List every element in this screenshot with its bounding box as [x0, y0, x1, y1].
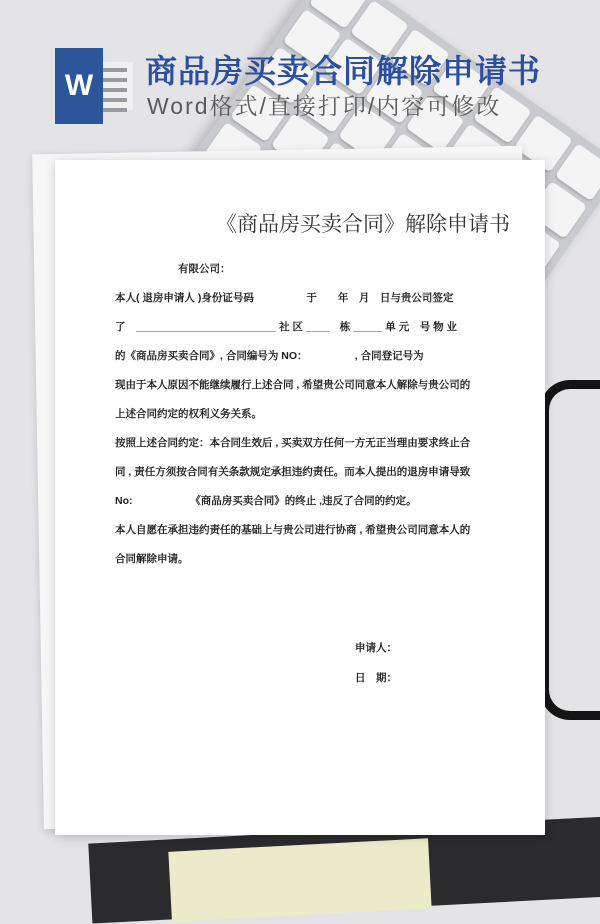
body-line: 本人( 退房申请人 )身份证号码 于 年 月 日与贵公司签定: [115, 292, 454, 304]
body-line: 同 , 责任方须按合同有关条款规定承担违约责任。而本人提出的退房申请导致: [115, 466, 471, 478]
notepad-decoration: [168, 838, 431, 922]
body-line: 现由于本人原因不能继续履行上述合同 , 希望贵公司同意本人解除与贵公司的: [115, 379, 471, 391]
banner-subtitle: Word格式/直接打印/内容可修改: [147, 93, 502, 119]
body-line: 按照上述合同约定：本合同生效后 , 买卖双方任何一方无正当理由要求终止合: [115, 437, 471, 449]
document-page: [55, 160, 545, 835]
body-line: 有限公司：: [115, 263, 231, 275]
body-line: 本人自愿在承担违约责任的基础上与贵公司进行协商 , 希望贵公司同意本人的: [115, 524, 471, 536]
document-title: 《商品房买卖合同》解除申请书: [216, 213, 510, 236]
body-line: 上述合同约定的权利义务关系。: [115, 408, 262, 420]
body-line: No: 《商品房买卖合同》的终止 ,违反了合同的约定。: [115, 495, 417, 507]
banner-title: 商品房买卖合同解除申请书: [145, 53, 542, 89]
word-icon: [55, 48, 103, 124]
body-line: 的《商品房买卖合同》, 合同编号为 NO： , 合同登记号为: [115, 350, 424, 362]
applicant-label: 申请人：: [355, 642, 397, 654]
date-label: 日 期：: [355, 672, 397, 684]
glasses-decoration: [540, 380, 600, 720]
document-body: [115, 260, 495, 579]
word-icon-letter: W: [64, 69, 94, 102]
body-line: 了 ________________________ 社 区 ____ 栋 _____ 单 元 号 物 业: [115, 321, 458, 333]
body-line: 合同解除申请。: [115, 553, 189, 565]
